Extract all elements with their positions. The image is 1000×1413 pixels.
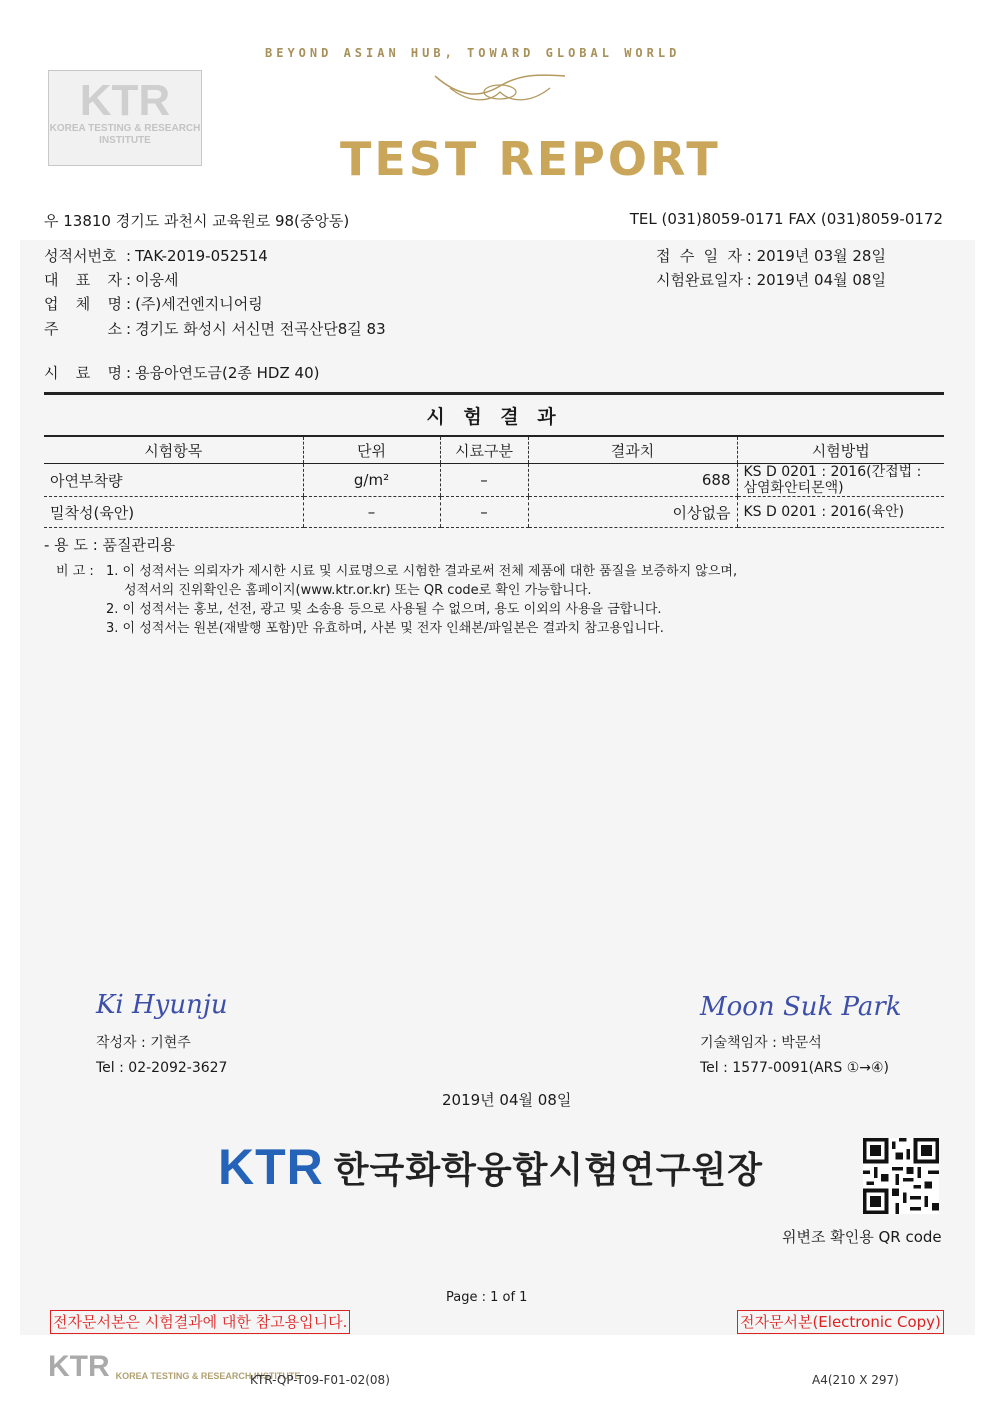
manager-signature: Moon Suk Park: [700, 992, 902, 1022]
reference-only-stamp: 전자문서본은 시험결과에 대한 참고용입니다.: [50, 1310, 350, 1334]
form-code: KTR-QP-T09-F01-02(08): [250, 1373, 390, 1387]
remark-1: 1. 이 성적서는 의뢰자가 제시한 시료 및 시료명으로 시험한 결과로써 전체 제품에 대한 품질을 보증하지 않으며,: [106, 564, 738, 579]
division-cell: –: [440, 497, 528, 528]
electronic-copy-stamp: 전자문서본(Electronic Copy): [737, 1310, 944, 1334]
usage-label: - 용 도 :: [44, 536, 98, 554]
client-address-label: 주 소: [44, 320, 122, 338]
test-item-cell: 아연부착량: [44, 464, 303, 497]
qr-code-icon[interactable]: [863, 1138, 939, 1214]
results-table: [44, 435, 944, 528]
received-date-label: 접 수 일 자: [656, 247, 742, 265]
ornament-icon: [430, 68, 570, 108]
ceo-row: 대 표 자 : 이웅세: [44, 271, 179, 289]
ktr-logo-subtext: KOREA TESTING & RESEARCH INSTITUTE: [49, 123, 201, 146]
received-date-value: 2019년 03월 28일: [756, 247, 886, 265]
column-header: 시험항목: [44, 436, 303, 464]
institute-tel-fax: TEL (031)8059-0171 FAX (031)8059-0172: [629, 210, 943, 228]
manager-tel: Tel : 1577-0091(ARS ①→④): [700, 1060, 889, 1076]
completed-date-value: 2019년 04월 08일: [756, 271, 886, 289]
ktr-logo-text: KTR: [79, 76, 171, 125]
column-header: 단위: [303, 436, 440, 464]
completed-date-row: 시험완료일자 : 2019년 04월 08일: [656, 271, 886, 289]
report-number-row: 성적서번호 : TAK-2019-052514: [44, 247, 268, 265]
institute-name: 한국화학융합시험연구원장: [333, 1149, 764, 1191]
remark-2: 2. 이 성적서는 홍보, 선전, 광고 및 소송용 등으로 사용될 수 없으며, 용도 이외의 사용을 금합니다.: [106, 602, 662, 617]
completed-date-label: 시험완료일자: [656, 271, 743, 289]
column-header: 시료구분: [440, 436, 528, 464]
sample-row: 시 료 명 : 용융아연도금(2종 HDZ 40): [44, 364, 320, 382]
table-row: [44, 464, 944, 497]
issue-date: 2019년 04월 08일: [442, 1091, 572, 1109]
company-label: 업 체 명: [44, 295, 122, 313]
ceo-label: 대 표 자: [44, 271, 122, 289]
remarks: [56, 562, 844, 638]
author-signature: Ki Hyunju: [96, 990, 228, 1020]
footer-logo-text: KTR: [48, 1350, 110, 1383]
report-number-value: TAK-2019-052514: [135, 247, 268, 265]
report-title: TEST REPORT: [340, 132, 721, 186]
received-date-row: 접 수 일 자 : 2019년 03월 28일: [656, 247, 886, 265]
result-value-cell: 688: [528, 464, 737, 497]
institute-signature-block: [218, 1138, 763, 1196]
test-method-cell: KS D 0201 : 2016(육안): [737, 497, 944, 528]
ktr-brand-logo: KTR: [218, 1139, 324, 1195]
results-title: 시 험 결 과: [426, 406, 562, 428]
report-number-label: 성적서번호: [44, 247, 117, 265]
company-value: (주)세건엔지니어링: [135, 295, 263, 313]
result-value-cell: 이상없음: [528, 497, 737, 528]
author-tel: Tel : 02-2092-3627: [96, 1060, 228, 1076]
institute-address: 우 13810 경기도 과천시 교육원로 98(중앙동): [44, 212, 350, 230]
unit-cell: g/m²: [303, 464, 440, 497]
paper-size: A4(210 X 297): [812, 1373, 899, 1387]
remarks-label: 비 고 :: [56, 564, 94, 579]
footer-logo-subtext: KOREA TESTING & RESEARCH INSTITUTE: [115, 1371, 301, 1381]
ktr-watermark-logo: [48, 70, 202, 166]
section-divider: [44, 392, 944, 395]
unit-cell: –: [303, 497, 440, 528]
division-cell: –: [440, 464, 528, 497]
column-header: 시험방법: [737, 436, 944, 464]
remark-3: 3. 이 성적서는 원본(재발행 포함)만 유효하며, 사본 및 전자 인쇄본/파일본은 결과치 참고용입니다.: [106, 621, 664, 636]
sample-value: 용융아연도금(2종 HDZ 40): [135, 364, 320, 382]
test-item-cell: 밀착성(육안): [44, 497, 303, 528]
usage-value: 품질관리용: [102, 536, 175, 554]
usage-line: [44, 534, 175, 555]
remark-1-continued: 성적서의 진위확인은 홈페이지(www.ktr.or.kr) 또는 QR code로 확인 가능합니다.: [124, 583, 592, 598]
column-header: 결과치: [528, 436, 737, 464]
sample-label: 시 료 명: [44, 364, 122, 382]
table-row: [44, 497, 944, 528]
page-number: Page : 1 of 1: [446, 1290, 528, 1305]
author-name: 작성자 : 기현주: [96, 1035, 191, 1051]
qr-caption: 위변조 확인용 QR code: [782, 1228, 942, 1246]
test-method-cell: KS D 0201 : 2016(간접법 : 삼염화안티몬액): [737, 464, 944, 497]
client-address-row: 주 소 : 경기도 화성시 서신면 전곡산단8길 83: [44, 320, 386, 338]
ceo-value: 이웅세: [135, 271, 179, 289]
results-header-row: [44, 436, 944, 464]
client-address-value: 경기도 화성시 서신면 전곡산단8길 83: [135, 320, 386, 338]
manager-name: 기술책임자 : 박문석: [700, 1035, 822, 1051]
slogan: BEYOND ASIAN HUB, TOWARD GLOBAL WORLD: [265, 46, 681, 60]
company-row: 업 체 명 : (주)세건엔지니어링: [44, 295, 263, 313]
